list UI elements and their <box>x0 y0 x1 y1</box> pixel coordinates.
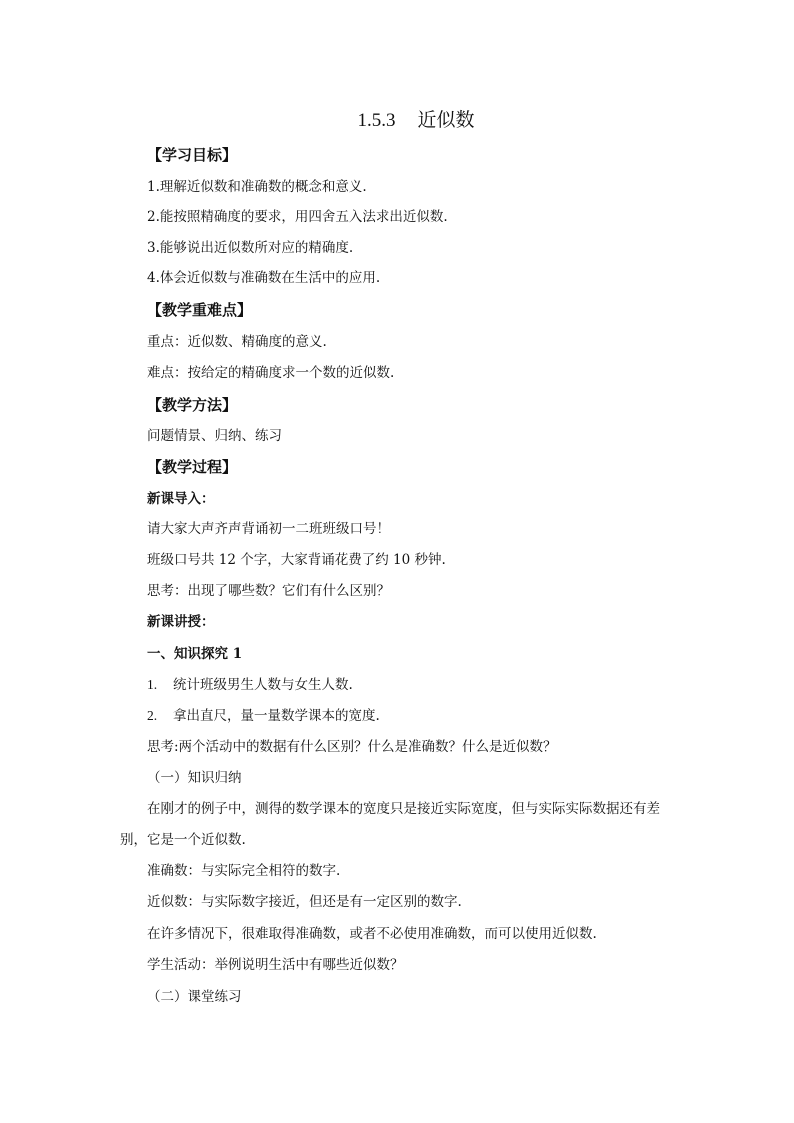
objective-item: 1.理解近似数和准确数的概念和意义. <box>147 179 367 195</box>
objectives-heading: 【学习目标】 <box>147 146 238 164</box>
activity-text: 统计班级男生人数与女生人数. <box>173 677 353 693</box>
think-question: 思考:两个活动中的数据有什么区别？什么是准确数？什么是近似数？ <box>147 739 557 755</box>
keypoint-item: 难点：按给定的精确度求一个数的近似数. <box>147 365 395 381</box>
intro-label: 新课导入： <box>147 491 215 507</box>
definition-exact: 准确数：与实际完全相符的数字. <box>147 863 341 879</box>
activity-item <box>147 707 380 725</box>
student-activity: 学生活动：举例说明生活中有哪些近似数？ <box>147 957 404 973</box>
subsection-heading: （二）课堂练习 <box>147 989 242 1005</box>
intro-line: 请大家大声齐声背诵初一二班班级口号！ <box>147 521 390 537</box>
objective-item: 4.体会近似数与准确数在生活中的应用. <box>147 270 381 286</box>
intro-line: 班级口号共 12 个字，大家背诵花费了约 10 秒钟. <box>147 552 446 568</box>
subsection-heading: （一）知识归纳 <box>147 770 242 786</box>
section-heading: 一、知识探究 1 <box>147 646 243 662</box>
page-title <box>0 105 794 132</box>
usage-text: 在许多情况下，很难取得准确数，或者不必使用准确数，而可以使用近似数. <box>147 926 597 942</box>
activity-item <box>147 676 353 694</box>
objective-item: 3.能够说出近似数所对应的精确度. <box>147 240 354 256</box>
objective-item: 2.能按照精确度的要求，用四舍五入法求出近似数. <box>147 209 448 225</box>
activity-text: 拿出直尺，量一量数学课本的宽度. <box>173 708 380 724</box>
lecture-label: 新课讲授： <box>147 614 215 630</box>
process-heading: 【教学过程】 <box>147 458 238 476</box>
paragraph-line: 别，它是一个近似数. <box>120 832 246 848</box>
section-number: 1.5.3 <box>357 110 396 131</box>
activity-number: 2. <box>147 708 158 723</box>
paragraph-line: 在刚才的例子中，测得的数学课本的宽度只是接近实际宽度，但与实际实际数据还有差 <box>147 801 660 817</box>
keypoints-heading: 【教学重难点】 <box>147 301 253 319</box>
definition-approx: 近似数：与实际数字接近，但还是有一定区别的数字. <box>147 894 462 910</box>
title-text: 近似数 <box>417 109 475 131</box>
methods-heading: 【教学方法】 <box>147 396 238 414</box>
methods-text: 问题情景、归纳、练习 <box>147 428 282 444</box>
activity-number: 1. <box>147 677 158 692</box>
intro-line: 思考：出现了哪些数？它们有什么区别？ <box>147 583 390 599</box>
keypoint-item: 重点：近似数、精确度的意义. <box>147 334 327 350</box>
